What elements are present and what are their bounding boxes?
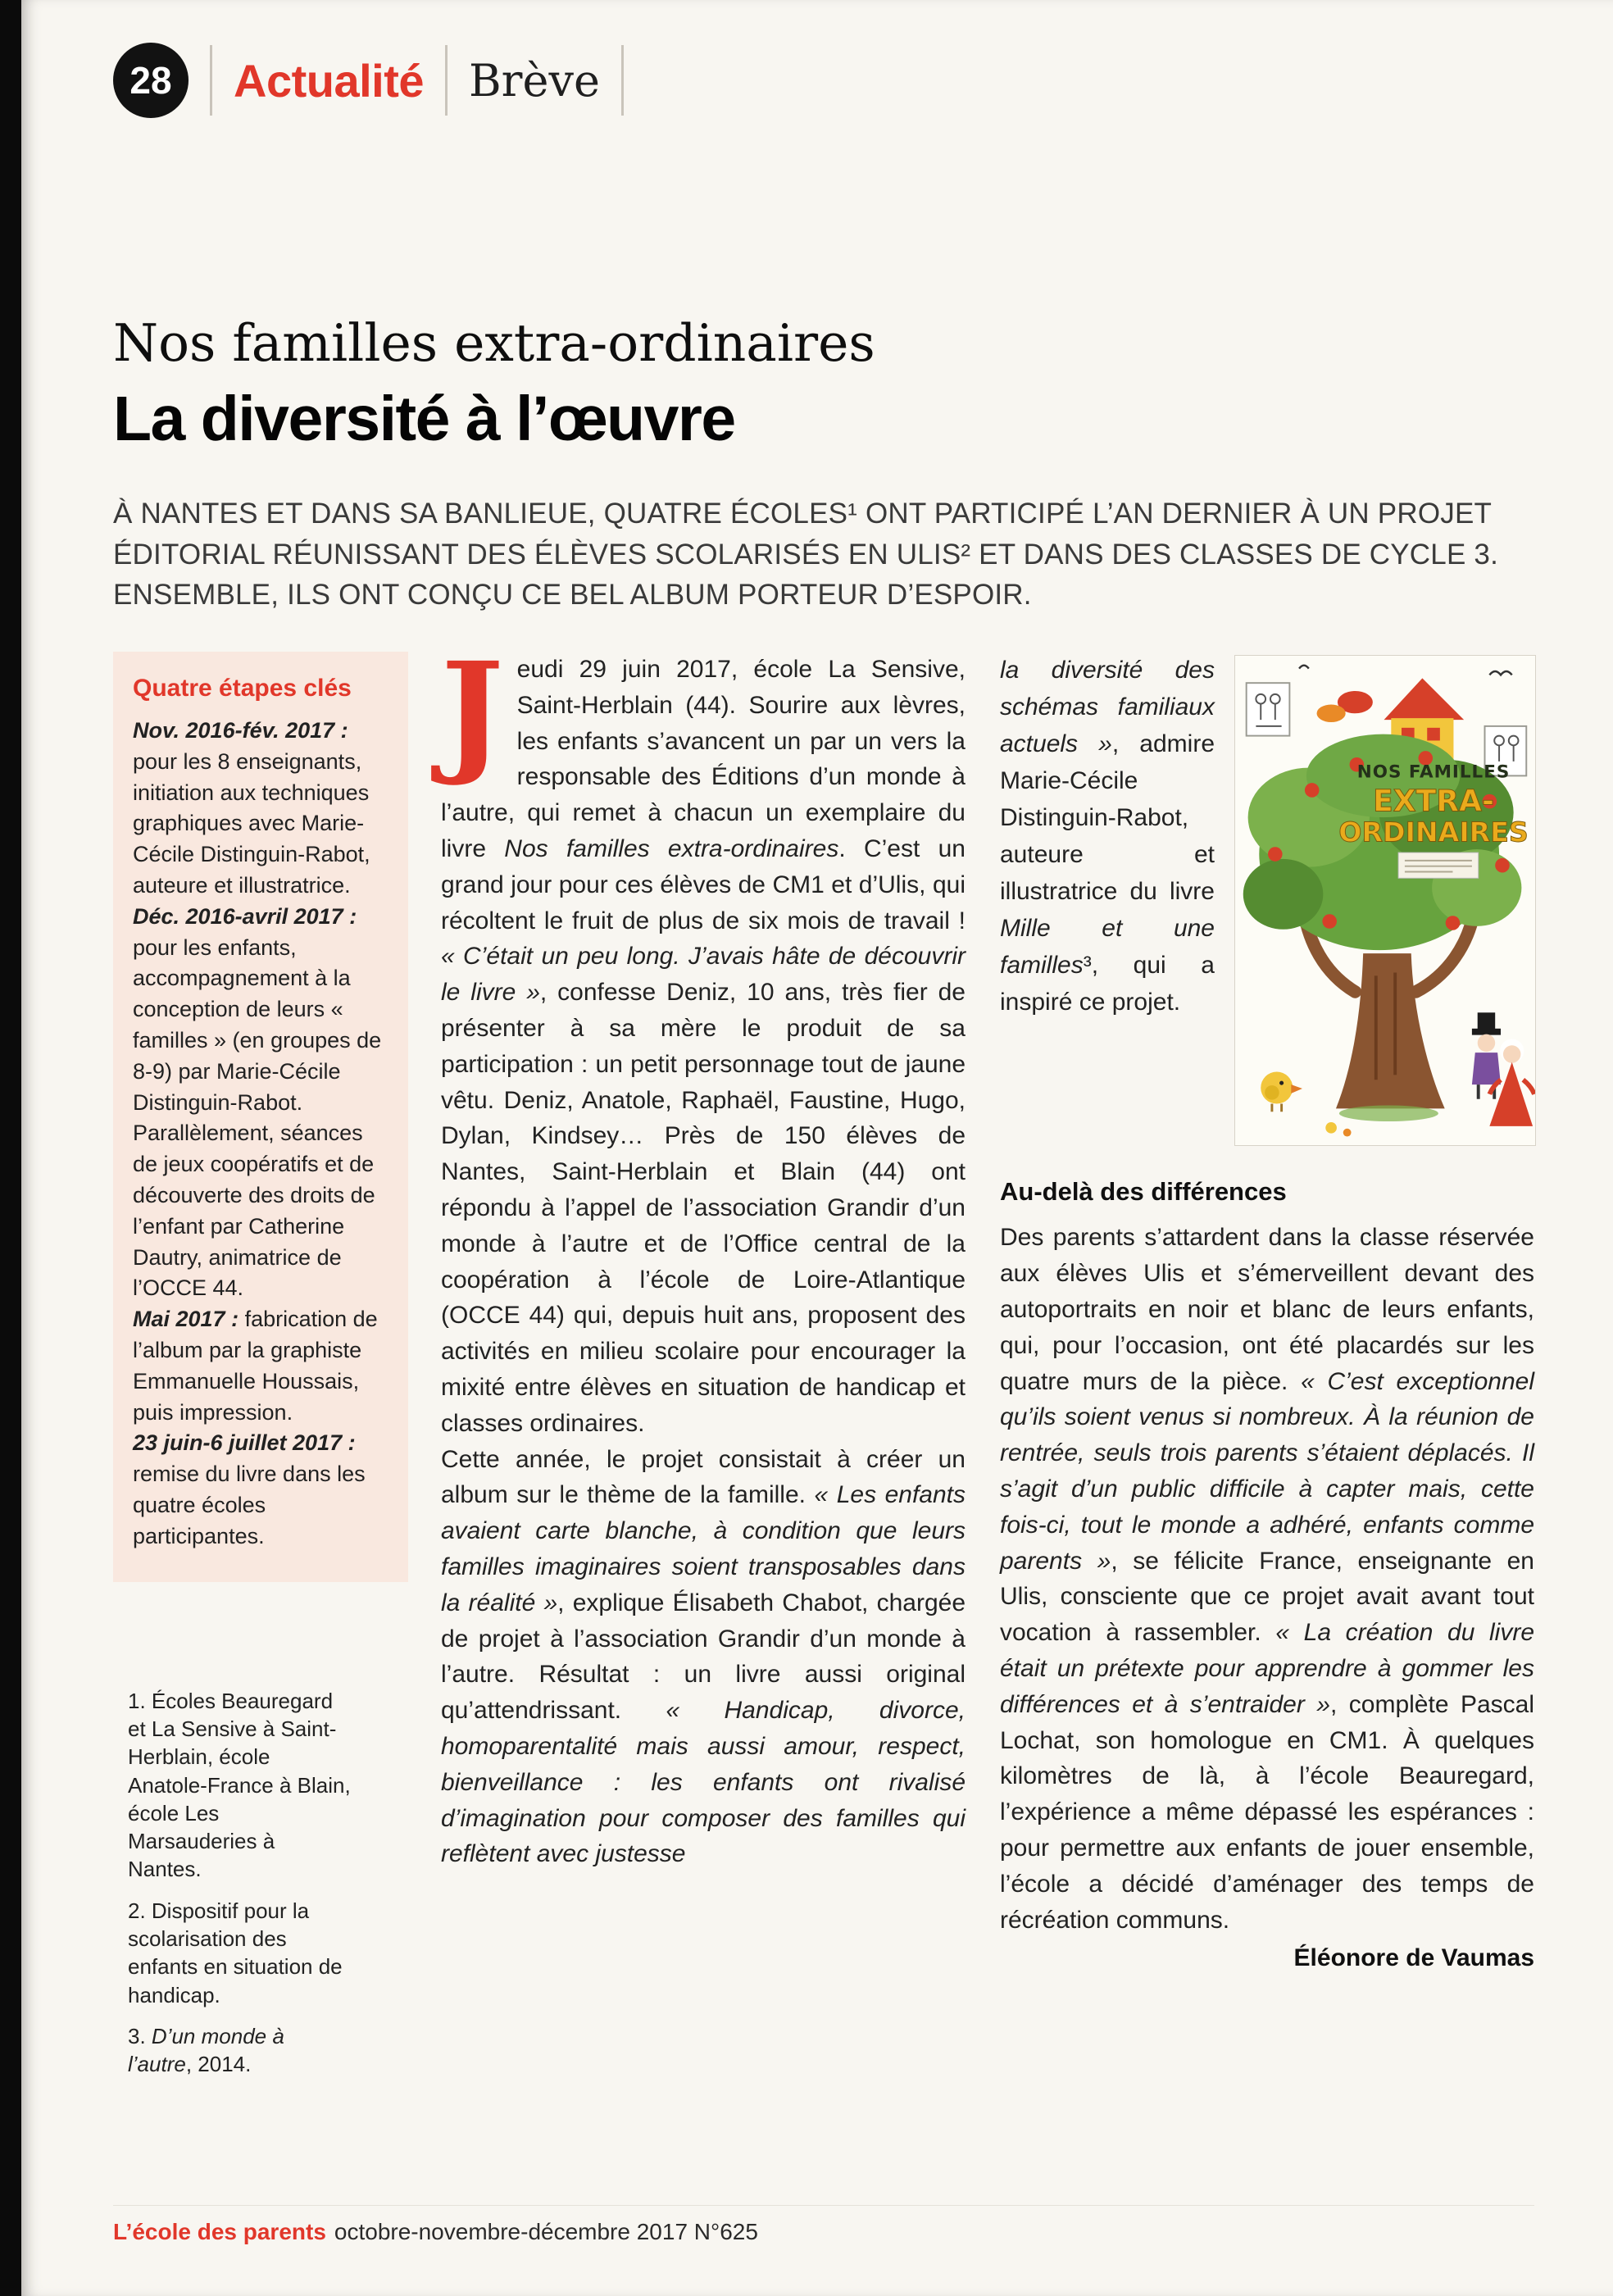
footnote-2: 2. Dispositif pour la scolarisation des enfants en situation de handicap. (128, 1898, 343, 2007)
article-standfirst: À NANTES ET DANS SA BANLIEUE, QUATRE ÉCOLES¹ ONT PARTICIPÉ L’AN DERNIER À UN PROJET ÉDITORIAL RÉUNISSANT DES ÉLÈVES SCOLARISÉS EN ULIS² ET DANS DES CLASSES DE CYCLE 3. ENSEMBLE, ILS ONT CONÇU CE BEL ALBUM PORTEUR D’ESPOIR. (113, 498, 1499, 612)
header-divider (445, 45, 448, 116)
page-number: 28 (129, 59, 172, 102)
key-step-entry: 23 juin-6 juillet 2017 : remise du livre dans les quatre écoles participantes. (133, 1430, 366, 1548)
magazine-page (21, 0, 1613, 2296)
drop-cap: J (441, 634, 504, 790)
article-columns (113, 634, 1535, 2092)
key-step-entry: Déc. 2016-avril 2017 : pour les enfants, accompagnement à la conception de leurs « familles » (en groupes de 8-9) par Marie-Cécile Distinguin-Rabot. Parallèlement, séances de jeux coopératifs et de découverte des droits de l’enfant par Catherine Dautry, animatrice de l’OCCE 44. (133, 903, 382, 1301)
body-paragraph-2: Cette année, le projet consistait à créer un album sur le thème de la famille. « Les enfants avaient carte blanche, à condition que leurs familles imaginaires soient transposables dans la réalité », explique Élisabeth Chabot, chargée de projet à l’association Grandir d’un monde à l’autre. Résultat : un livre aussi original qu’attendrissant. « Handicap, divorce, homoparentalité mais aussi amour, respect, bienveillance : les enfants ont rivalisé d’imagination pour composer des familles qui reflètent avec justesse (441, 1445, 966, 1868)
subsection-label: Brève (469, 54, 600, 107)
footnotes (128, 1687, 351, 2079)
footnote-3: 3. D’un monde à l’autre, 2014. (128, 2024, 284, 2077)
cover-title-line2: EXTRA- (1373, 783, 1494, 819)
body-paragraph-1 (441, 634, 966, 1442)
right-column-top (1000, 652, 1534, 1146)
book-cover (1234, 655, 1534, 1146)
author-byline: Éléonore de Vaumas (1293, 1944, 1534, 1972)
header-divider (210, 45, 212, 116)
key-step-entry: Nov. 2016-fév. 2017 : pour les 8 enseignants, initiation aux techniques graphiques avec Marie-Cécile Distinguin-Rabot, auteure et illustratrice. (133, 718, 370, 898)
key-steps-box (113, 652, 408, 1582)
book-cover-illustration (1234, 655, 1536, 1146)
page-content (21, 0, 1613, 2092)
article-kicker: Nos familles extra-ordinaires (113, 313, 875, 373)
key-step-entry: Mai 2017 : fabrication de l’album par la graphiste Emmanuelle Houssais, puis impression. (133, 1307, 378, 1425)
section-label: Actualité (234, 54, 424, 107)
header-divider (621, 45, 624, 116)
body-paragraph-continuation: la diversité des schémas familiaux actuels », admire Marie-Cécile Distinguin-Rabot, auteure et illustratrice du livre Mille et une familles³, qui a inspiré ce projet. (1000, 657, 1215, 1016)
cover-title-line3: ORDINAIRES (1338, 816, 1529, 848)
article-title: La diversité à l’œuvre (113, 384, 735, 454)
section-heading: Au-delà des différences (1000, 1177, 1287, 1207)
issue-info: octobre-novembre-décembre 2017 N°625 (334, 2219, 758, 2244)
column-right (1000, 652, 1534, 2092)
footnote-1: 1. Écoles Beauregard et La Sensive à Saint-Herblain, école Anatole-France à Blain, école Les Marsauderies à Nantes. (128, 1688, 351, 1882)
column-left (113, 652, 408, 2092)
column-main (441, 634, 966, 2092)
magazine-name: L’école des parents (113, 2219, 326, 2244)
body-paragraph-3: Des parents s’attardent dans la classe réservée aux élèves Ulis et s’émerveillent devant des autoportraits en noir et blanc de leurs enfants, qui, pour l’occasion, ont été placardés sur les quatre murs de la pièce. « C’est exceptionnel qu’ils soient venus si nombreux. À la réunion de rentrée, seuls trois parents s’étaient déplacés. Il s’agit d’un public difficile à capter mais, cette fois-ci, tout le monde a adhéré, enfants comme parents », se félicite France, enseignante en Ulis, consciente que ce projet avait avant tout vocation à rassembler. « La création du livre était un prétexte pour apprendre à gommer les différences et à s’entraider », complète Pascal Lochat, son homologue en CM1. À quelques kilomètres de là, à l’école Beauregard, l’expérience a même dépassé les espérances : pour permettre aux enfants de jouer ensemble, l’école a décidé d’aménager des temps de récréation communs. (1000, 1224, 1535, 1934)
key-steps-title: Quatre étapes clés (133, 675, 352, 702)
page-number-badge (113, 43, 189, 118)
cover-title-line1: NOS FAMILLES (1356, 762, 1511, 783)
paragraph-text: eudi 29 juin 2017, école La Sensive, Saint-Herblain (44). Sourire aux lèvres, les enfants s’avancent un par un vers la responsable des Éditions d’un monde à l’autre, qui remet à chacun un exemplaire du livre Nos familles extra-ordinaires. C’est un grand jour pour ces élèves de CM1 et d’Ulis, qui récoltent le fruit de plus de six mois de travail ! « C’était un peu long. J’avais hâte de découvrir le livre », confesse Deniz, 10 ans, très fier de présenter à sa mère le produit de sa participation : un petit personnage tout de jaune vêtu. Deniz, Anatole, Raphaël, Faustine, Hugo, Dylan, Kindsey… Près de 150 élèves de Nantes, Saint-Herblain et Blain (44) ont répondu à l’appel de l’association Grandir d’un monde à l’autre et de l’Office central de la coopération à l’école de Loire-Atlantique (OCCE 44) qui, depuis huit ans, proposent des activités en milieu scolaire pour encourager la mixité entre élèves en situation de handicap et classes ordinaires. (441, 656, 966, 1437)
page-header (113, 43, 1534, 118)
page-footer (113, 2205, 1534, 2245)
